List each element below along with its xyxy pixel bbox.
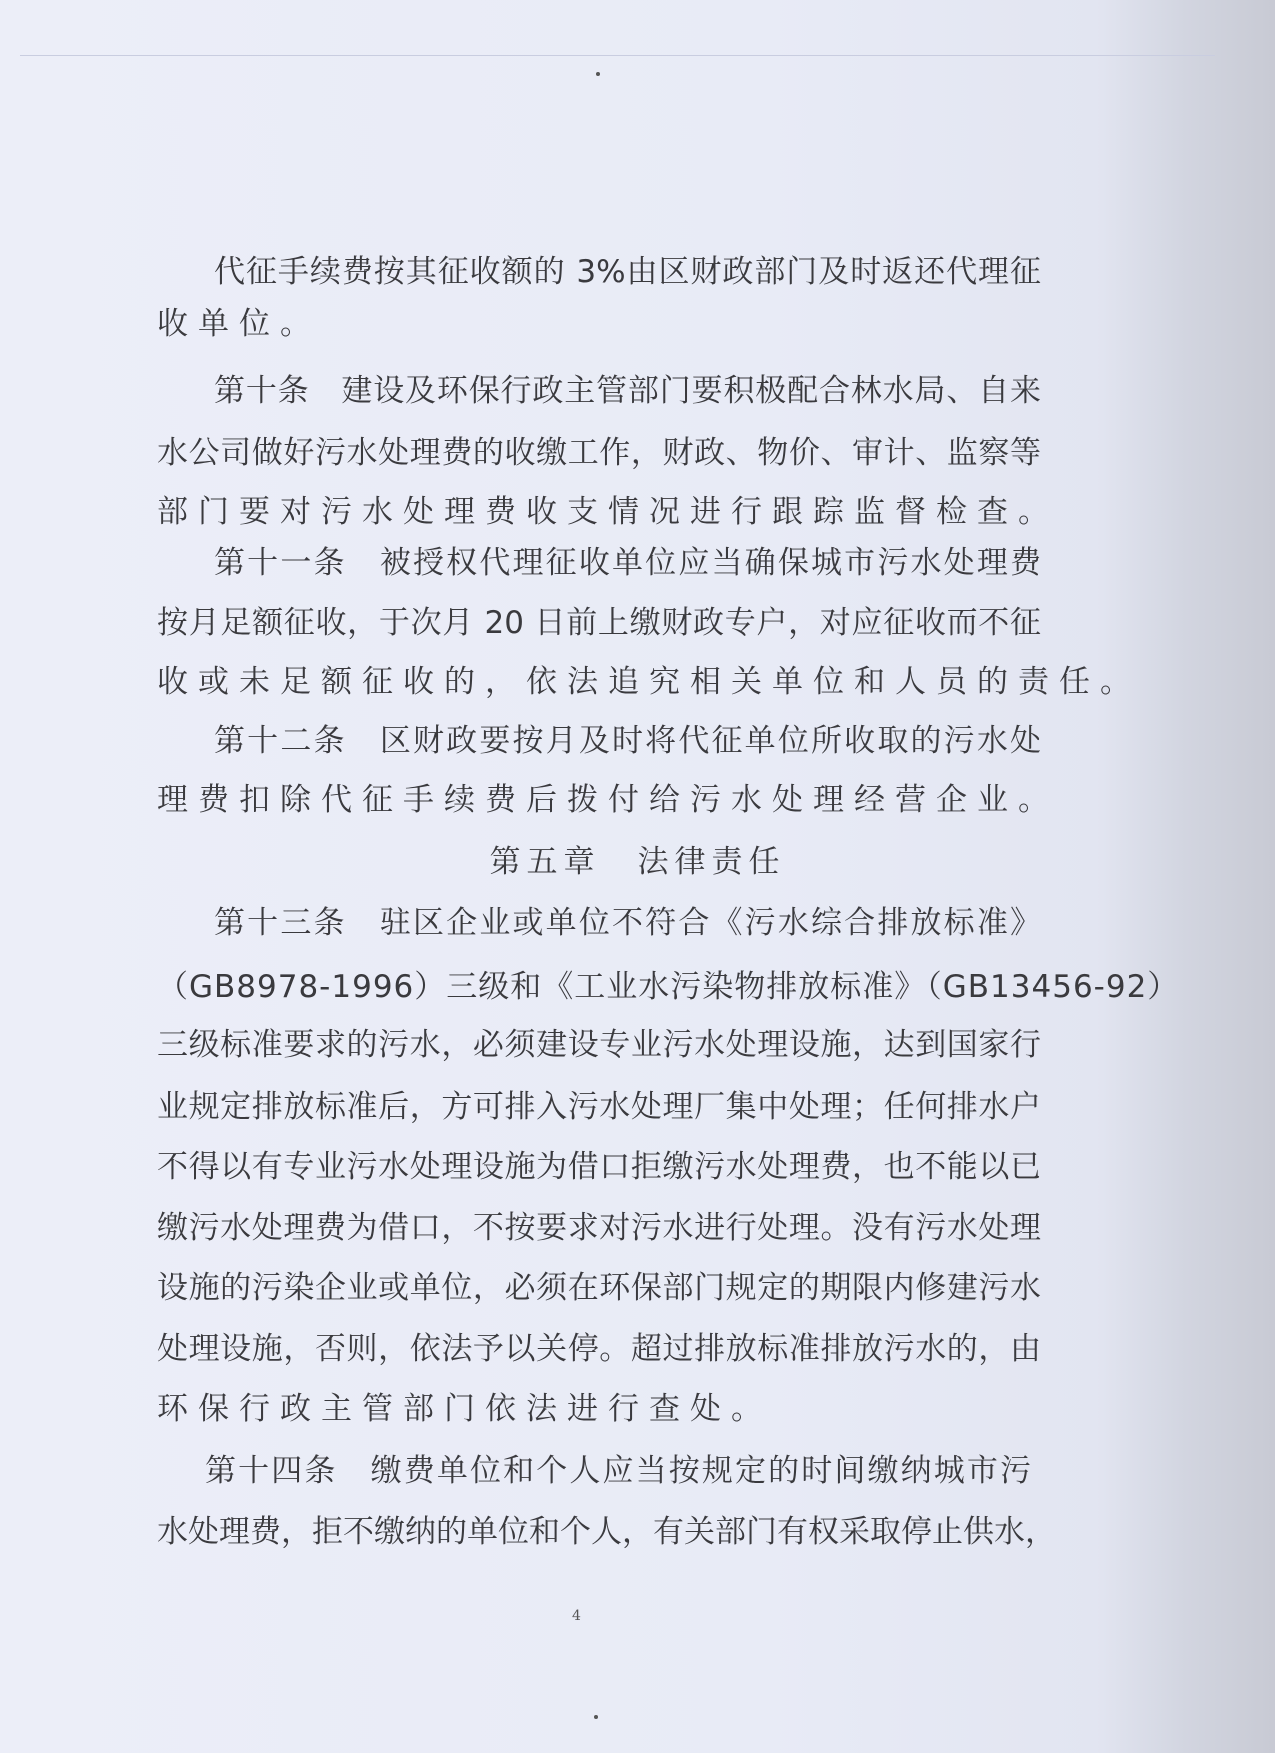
paragraph-line: 收单位。: [157, 306, 321, 342]
article-10-line: 第十条 建设及环保行政主管部门要积极配合林水局、自来: [214, 373, 1041, 409]
paragraph-line: 三级标准要求的污水，必须建设专业污水处理设施，达到国家行: [157, 1027, 1041, 1063]
article-11-line: 第十一条 被授权代理征收单位应当确保城市污水处理费: [214, 545, 1041, 581]
article-13-line: 第十三条 驻区企业或单位不符合《污水综合排放标准》: [214, 905, 1041, 941]
paragraph-line: 按月足额征收，于次月 20 日前上缴财政专户，对应征收而不征: [157, 605, 1041, 641]
paragraph-line: 水公司做好污水处理费的收缴工作，财政、物价、审计、监察等: [157, 435, 1041, 471]
scan-edge-line: [20, 55, 1215, 56]
paragraph-line: 收或未足额征收的，依法追究相关单位和人员的责任。: [157, 664, 1141, 700]
paragraph-line: 环保行政主管部门依法进行查处。: [157, 1391, 772, 1427]
paragraph-line: 缴污水处理费为借口，不按要求对污水进行处理。没有污水处理: [157, 1210, 1041, 1246]
paragraph-line: 理费扣除代征手续费后拨付给污水处理经营企业。: [157, 782, 1059, 818]
paragraph-line: （GB8978-1996）三级和《工业水污染物排放标准》（GB13456-92）: [157, 969, 1180, 1005]
article-12-line: 第十二条 区财政要按月及时将代征单位所收取的污水处: [214, 723, 1041, 759]
paragraph-line: 业规定排放标准后，方可排入污水处理厂集中处理；任何排水户: [157, 1089, 1041, 1125]
article-14-line: 第十四条 缴费单位和个人应当按规定的时间缴纳城市污: [205, 1453, 1031, 1489]
page-number: 4: [572, 1608, 581, 1624]
paragraph-line: 设施的污染企业或单位，必须在环保部门规定的期限内修建污水: [157, 1270, 1041, 1306]
paragraph-line: 代征手续费按其征收额的 3%由区财政部门及时返还代理征: [214, 254, 1041, 290]
paragraph-line: 不得以有专业污水处理设施为借口拒缴污水处理费，也不能以已: [157, 1149, 1041, 1185]
scan-speck: [596, 72, 600, 76]
paragraph-line: 处理设施，否则，依法予以关停。超过排放标准排放污水的，由: [157, 1331, 1041, 1367]
paragraph-line: 部门要对污水处理费收支情况进行跟踪监督检查。: [157, 494, 1059, 530]
scan-speck: [594, 1715, 598, 1719]
chapter-heading: 第五章 法律责任: [489, 844, 786, 880]
paragraph-line: 水处理费，拒不缴纳的单位和个人，有关部门有权采取停止供水，: [157, 1514, 1056, 1550]
